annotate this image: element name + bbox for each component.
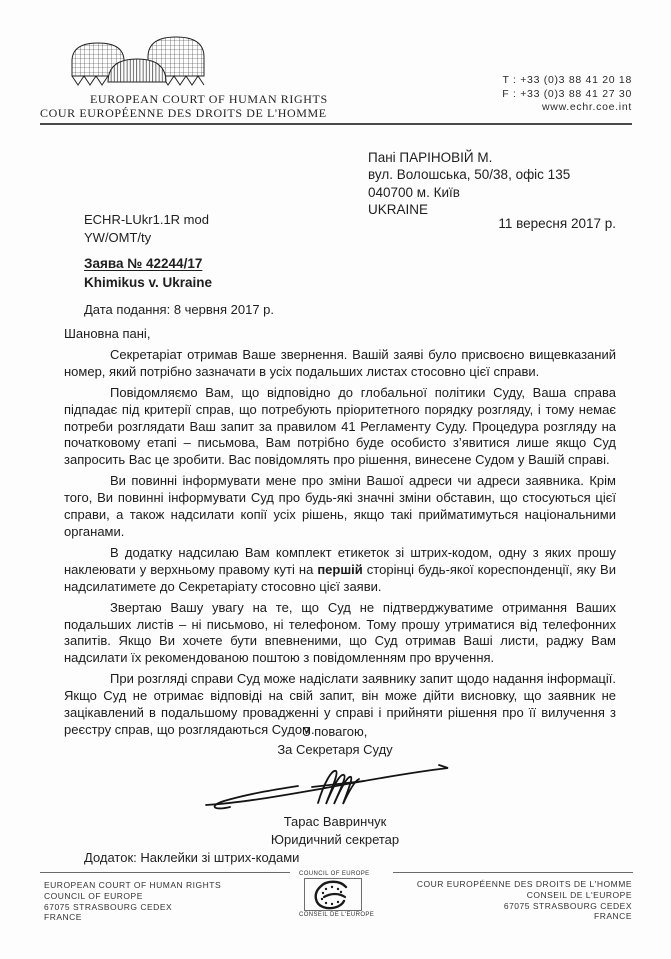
footer-address-french bbox=[417, 879, 632, 922]
fax-number: F : +33 (0)3 88 41 27 30 bbox=[502, 87, 632, 100]
footer-divider-right bbox=[393, 872, 633, 873]
echr-buildings-logo bbox=[62, 36, 214, 94]
council-of-europe-logo bbox=[304, 878, 362, 911]
signer-name: Тарас Вавринчук bbox=[283, 814, 387, 829]
application-number: Заява № 42244/17 bbox=[84, 256, 203, 271]
paragraph-4-pre: В додатку надсилаю Вам комплект етикеток зі штрих-кодом, одну з яких прошу наклеювати у верхньому правому куті на bbox=[64, 544, 616, 577]
recipient-street: вул. Волошська, 50/38, офіс 135 bbox=[368, 167, 571, 183]
paragraph-4-emphasis: першій bbox=[317, 561, 363, 577]
filing-date: Дата подання: 8 червня 2017 р. bbox=[84, 302, 275, 317]
recipient-city: 040700 м. Київ bbox=[368, 184, 460, 200]
handwritten-signature bbox=[200, 763, 470, 811]
contact-block bbox=[502, 74, 632, 115]
recipient-country: UKRAINE bbox=[368, 201, 429, 217]
enclosure-note: Додаток: Наклейки зі штрих-кодами bbox=[84, 850, 300, 865]
footer-left-line: 67075 STRASBOURG CEDEX bbox=[44, 901, 173, 912]
closing-regards: З повагою, bbox=[302, 724, 368, 739]
footer-right-line: COUR EUROPÉENNE DES DROITS DE L'HOMME bbox=[416, 879, 632, 889]
paragraph-6: При розгляді справи Суд може надіслати заявнику запит щодо надання інформації. Якщо Суд не отримає відповіді на свій запит, він може дійти висновку, що заявник не зацікавлений в подальшому провадженні у справі і прийняти рішення про її вилучення з реєстру справ, що розглядаються Судом. bbox=[64, 671, 616, 737]
coe-caption-bottom: CONSEIL DE L'EUROPE bbox=[299, 912, 375, 918]
footer-address-english bbox=[44, 880, 221, 923]
paragraph-2: Повідомляємо Вам, що відповідно до глобальної політики Суду, Ваша справа підпадає під критерії справ, що потребують пріоритетного порядку розгляду, і тому немає потреби розглядати Ваш запит за правилом 41 Регламенту Суду. Процедура розгляду на початковому етапі – письмова, Вам потрібно буде особисто з’явитися лише якщо Суд запросить Вас це зробити. Вас повідомлять про рішення, винесене Судом у Вашій справі. bbox=[64, 384, 616, 468]
org-name-english: EUROPEAN COURT OF HUMAN RIGHTS bbox=[90, 92, 328, 106]
org-name-french: COUR EUROPÉENNE DES DROITS DE L'HOMME bbox=[40, 106, 327, 120]
header-divider bbox=[40, 123, 632, 125]
footer-right-line: FRANCE bbox=[594, 911, 632, 922]
closing-on-behalf: За Секретаря Суду bbox=[277, 742, 393, 757]
footer-left-line: FRANCE bbox=[44, 912, 82, 923]
reference-code-2: YW/OMT/ty bbox=[84, 230, 152, 245]
recipient-address bbox=[368, 149, 570, 218]
footer-left-line: EUROPEAN COURT OF HUMAN RIGHTS bbox=[44, 880, 222, 890]
paragraph-5: Звертаю Вашу увагу на те, що Суд не підтверджуватиме отримання Ваших подальших листів – ні письмово, ні телефоном. Тому прошу утриматися від телефонних запитів. Якщо Ви хочете бути впевненими, що Суд отримав Ваші листи, раджу Вам надсилати їх рекомендованою поштою з повідомленням про вручення. bbox=[64, 599, 616, 666]
signer-title: Юридичний секретар bbox=[270, 832, 400, 847]
coe-caption-top: COUNCIL OF EUROPE bbox=[299, 871, 370, 877]
letter-body bbox=[64, 326, 616, 743]
paragraph-3: Ви повинні інформувати мене про зміни Вашої адреси чи адреси заявника. Крім того, Ви повинні інформувати Суд про будь-які значні зміни обставин, що стосуються цієї справи, а також надсилати копії усіх рішень, якщо такі прийматимуться національними органами. bbox=[64, 473, 616, 539]
closing-block bbox=[130, 723, 540, 849]
paragraph-1: Секретаріат отримав Ваше звернення. Вашій заяві було присвоєно вищевказаний номер, який потрібно зазначати в усіх подальших листах стосовно цієї справи. bbox=[64, 346, 616, 379]
footer-left-line: COUNCIL OF EUROPE bbox=[44, 890, 143, 901]
council-of-europe-emblem bbox=[299, 871, 375, 918]
recipient-name: Пані ПАРІНОВІЙ М. bbox=[368, 150, 493, 165]
paragraph-4 bbox=[64, 545, 616, 596]
reference-code-1: ECHR-LUkr1.1R mod bbox=[84, 212, 209, 227]
footer-right-line: CONSEIL DE L'EUROPE bbox=[526, 889, 632, 900]
paragraph-4-post: сторінці будь-якої кореспонденції, яку Ви надсилатимете до Секретаріату стосовно цієї заяви. bbox=[64, 561, 616, 594]
case-name: Khimikus v. Ukraine bbox=[84, 275, 213, 290]
letter-date: 11 вересня 2017 р. bbox=[498, 216, 616, 231]
footer-right-line: 67075 STRASBOURG CEDEX bbox=[503, 900, 632, 911]
phone-number: T : +33 (0)3 88 41 20 18 bbox=[502, 74, 632, 86]
salutation: Шановна пані, bbox=[64, 326, 151, 341]
footer-divider-left bbox=[40, 872, 290, 873]
website-url: www.echr.coe.int bbox=[542, 101, 632, 113]
